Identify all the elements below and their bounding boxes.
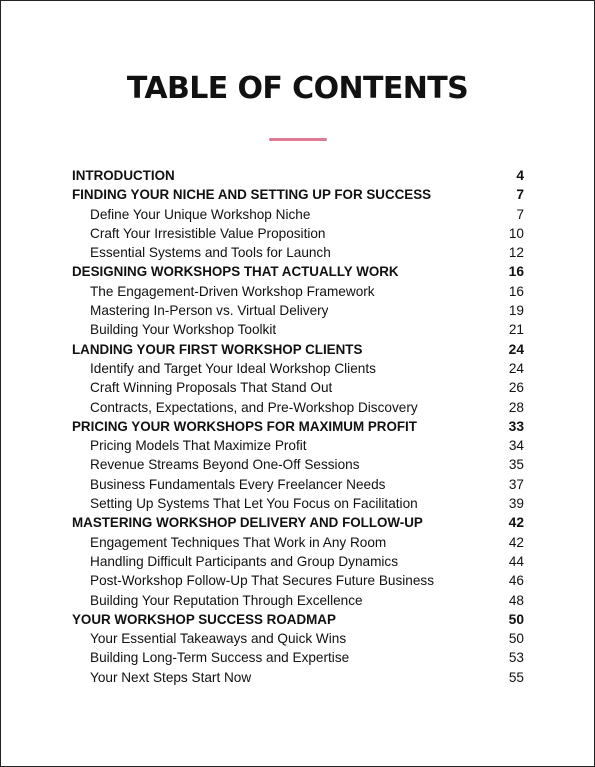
toc-page-number: 10 [508, 225, 524, 241]
toc-entry-label: INTRODUCTION [72, 168, 175, 183]
toc-entry-label: Setting Up Systems That Let You Focus on Facilitation [90, 496, 418, 512]
toc-page-number: 55 [508, 669, 524, 685]
toc-entry-label: FINDING YOUR NICHE AND SETTING UP FOR SUCCESS [72, 187, 432, 203]
toc-section-entry[interactable] [72, 224, 524, 243]
toc-page-number: 50 [508, 631, 524, 647]
toc-page-number: 53 [508, 650, 524, 666]
toc-entry-label: Building Your Reputation Through Excellence [90, 592, 363, 608]
toc-page-number: 12 [508, 245, 524, 261]
toc-entry-label: DESIGNING WORKSHOPS THAT ACTUALLY WORK [72, 264, 399, 280]
toc-section-entry[interactable] [72, 378, 524, 397]
toc-page-number: 21 [508, 322, 524, 338]
toc-page-number: 26 [508, 380, 524, 396]
toc-page-number: 42 [508, 534, 524, 550]
toc-entry-label: Engagement Techniques That Work in Any Room [90, 534, 387, 550]
toc-page-number: 7 [516, 206, 524, 222]
toc-section-entry[interactable] [72, 533, 524, 552]
toc-page-number: 48 [508, 592, 524, 608]
toc-page-number: 37 [508, 476, 524, 492]
toc-page-number: 7 [516, 187, 524, 203]
toc-chapter-entry[interactable] [72, 340, 524, 359]
toc-section-entry[interactable] [72, 552, 524, 571]
toc-section-entry[interactable] [72, 398, 524, 417]
toc-entry-label: Your Next Steps Start Now [90, 669, 252, 685]
toc-section-entry[interactable] [72, 494, 524, 513]
toc-entry-label: Revenue Streams Beyond One-Off Sessions [90, 457, 360, 473]
toc-chapter-entry[interactable] [72, 513, 524, 532]
toc-section-entry[interactable] [72, 282, 524, 301]
toc-entry-label: Building Long-Term Success and Expertise [90, 650, 350, 666]
toc-entry-label: Craft Your Irresistible Value Proposition [90, 225, 326, 241]
toc-chapter-entry[interactable] [72, 610, 524, 629]
toc-entry-label: Identify and Target Your Ideal Workshop Clients [90, 360, 376, 376]
toc-entry-label: Define Your Unique Workshop Niche [90, 206, 311, 222]
toc-section-entry[interactable] [72, 301, 524, 320]
toc-entry-label: Craft Winning Proposals That Stand Out [90, 380, 333, 396]
toc-page-number: 46 [508, 573, 524, 589]
toc-page-number: 16 [508, 283, 524, 299]
toc-page-number: 16 [508, 264, 524, 280]
toc-section-entry[interactable] [72, 571, 524, 590]
toc-chapter-entry[interactable] [72, 185, 524, 204]
toc-entry-label: Handling Difficult Participants and Group Dynamics [90, 553, 399, 569]
toc-page-number: 35 [508, 457, 524, 473]
toc-entry-label: Mastering In-Person vs. Virtual Delivery [90, 303, 329, 319]
toc-section-entry[interactable] [72, 243, 524, 262]
toc-section-entry[interactable] [72, 320, 524, 339]
page-title: TABLE OF CONTENTS [126, 71, 469, 106]
toc-chapter-entry[interactable] [72, 262, 524, 281]
toc-entry-label: PRICING YOUR WORKSHOPS FOR MAXIMUM PROFIT [72, 418, 417, 434]
toc-section-entry[interactable] [72, 436, 524, 455]
toc-page-number: 42 [508, 515, 524, 531]
toc-section-entry[interactable] [72, 591, 524, 610]
toc-entry-label: LANDING YOUR FIRST WORKSHOP CLIENTS [72, 341, 363, 357]
toc-page-number: 39 [508, 496, 524, 512]
toc-section-entry[interactable] [72, 668, 524, 687]
toc-section-entry[interactable] [72, 359, 524, 378]
toc-page-number: 33 [508, 418, 524, 434]
toc-section-entry[interactable] [72, 629, 524, 648]
toc-page-number: 50 [508, 611, 524, 627]
toc-chapter-entry[interactable] [72, 417, 524, 436]
toc-page-number: 24 [508, 341, 524, 357]
toc-entry-label: The Engagement-Driven Workshop Framework [90, 283, 375, 299]
toc-section-entry[interactable] [72, 648, 524, 667]
toc-entry-label: Your Essential Takeaways and Quick Wins [90, 631, 347, 647]
toc-chapter-entry[interactable] [72, 166, 524, 185]
toc-entry-label: YOUR WORKSHOP SUCCESS ROADMAP [72, 611, 336, 627]
toc-section-entry[interactable] [72, 205, 524, 224]
toc-section-entry[interactable] [72, 455, 524, 474]
toc-page-number: 19 [508, 303, 524, 319]
toc-entry-label: Business Fundamentals Every Freelancer Needs [90, 476, 386, 492]
toc-entry-label: MASTERING WORKSHOP DELIVERY AND FOLLOW-UP [72, 515, 423, 531]
toc-page-number: 4 [516, 168, 524, 183]
title-divider [269, 138, 327, 141]
toc-entry-label: Post-Workshop Follow-Up That Secures Future Business [90, 573, 435, 589]
toc-entry-label: Building Your Workshop Toolkit [90, 322, 277, 338]
toc-page-number: 24 [508, 360, 524, 376]
toc-entry-label: Pricing Models That Maximize Profit [90, 438, 307, 454]
table-of-contents [72, 166, 524, 687]
toc-entry-label: Essential Systems and Tools for Launch [90, 245, 331, 261]
toc-page-number: 34 [508, 438, 524, 454]
toc-entry-label: Contracts, Expectations, and Pre-Workshop Discovery [90, 399, 418, 415]
toc-page-number: 44 [508, 553, 524, 569]
toc-page-number: 28 [508, 399, 524, 415]
toc-section-entry[interactable] [72, 475, 524, 494]
